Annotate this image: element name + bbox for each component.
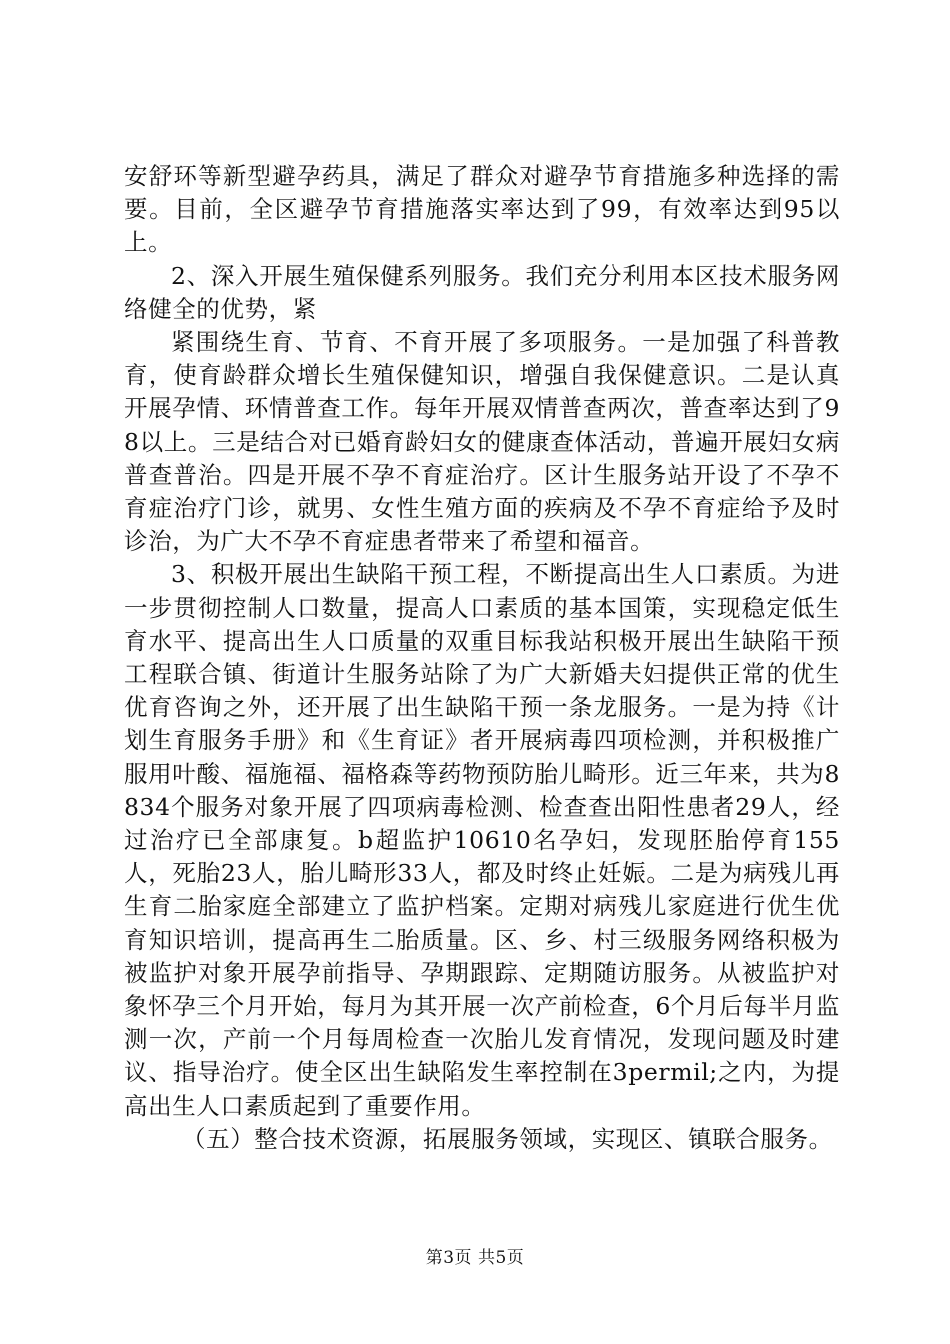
page-number-footer: 第3页 共5页 [425,1248,525,1268]
paragraph-reproductive-health-services: 紧围绕生育、节育、不育开展了多项服务。一是加强了科普教育，使育龄群众增长生殖保健知识，增强自我保健意识。二是认真开展孕情、环情普查工作。每年开展双情普查两次，普查率达到了98以上。三是结合对已婚育龄妇女的健康查体活动，普遍开展妇女病普查普治。四是开展不孕不育症治疗。区计生服务站开设了不孕不育症治疗门诊，就男、女性生殖方面的疾病及不孕不育症给予及时诊治，为广大不孕不育症患者带来了希望和福音。 [124,328,840,556]
paragraph-contraception-continued: 安舒环等新型避孕药具，满足了群众对避孕节育措施多种选择的需要。目前，全区避孕节育措施落实率达到了99，有效率达到95以上。 [124,162,840,257]
paragraph-section-five-heading: （五）整合技术资源，拓展服务领域，实现区、镇联合服务。 [182,1124,833,1153]
paragraph-reproductive-health-heading: 2、深入开展生殖保健系列服务。我们充分利用本区技术服务网络健全的优势，紧 [124,261,840,323]
document-body [124,160,840,1156]
paragraph-birth-defect-intervention: 3、积极开展出生缺陷干预工程，不断提高出生人口素质。为进一步贯彻控制人口数量，提高人口素质的基本国策，实现稳定低生育水平、提高出生人口质量的双重目标我站积极开展出生缺陷干预工程联合镇、街道计生服务站除了为广大新婚夫妇提供正常的优生优育咨询之外，还开展了出生缺陷干预一条龙服务。一是为持《计划生育服务手册》和《生育证》者开展病毒四项检测，并积极推广服用叶酸、福施福、福格森等药物预防胎儿畸形。近三年来，共为8834个服务对象开展了四项病毒检测、检查查出阳性患者29人，经过治疗已全部康复。b超监护10610名孕妇，发现胚胎停育155人，死胎23人，胎儿畸形33人，都及时终止妊娠。二是为病残儿再生育二胎家庭全部建立了监护档案。定期对病残儿家庭进行优生优育知识培训，提高再生二胎质量。区、乡、村三级服务网络积极为被监护对象开展孕前指导、孕期跟踪、定期随访服务。从被监护对象怀孕三个月开始，每月为其开展一次产前检查，6个月后每半月监测一次，产前一个月每周检查一次胎儿发育情况，发现问题及时建议、指导治疗。使全区出生缺陷发生率控制在3permil;之内，为提高出生人口素质起到了重要作用。 [124,560,840,1120]
